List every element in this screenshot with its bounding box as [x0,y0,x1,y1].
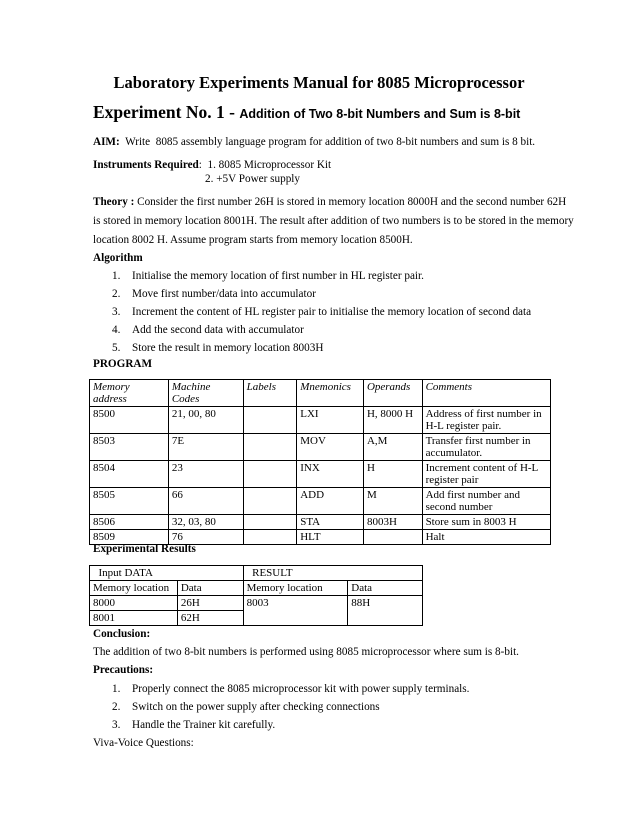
cell [363,530,422,545]
algorithm-step [112,306,531,318]
cell: A,M [363,434,422,461]
algorithm-step [112,270,424,282]
cell: 62H [177,611,243,626]
cell: 8000 [90,596,178,611]
input-data-label: Input DATA [90,566,178,581]
item-text: Handle the Trainer kit carefully. [132,719,276,731]
step-text: Move first number/data into accumulator [132,288,316,300]
cell [243,530,297,545]
conclusion-text: The addition of two 8-bit numbers is performed using 8085 microprocessor where sum is 8-bit. [93,646,519,658]
experiment-heading [93,102,520,123]
cell: 8509 [90,530,169,545]
step-text: Store the result in memory location 8003H [132,342,324,354]
table-row [90,515,551,530]
precaution-item [112,683,469,695]
cell: 88H [348,596,423,626]
theory-line-2: is stored in memory location 8001H. The result after addition of two numbers is to be stored in the memory [93,215,574,227]
cell: H [363,461,422,488]
cell: H, 8000 H [363,407,422,434]
cell: HLT [297,530,364,545]
header-cell: Mnemonics [297,380,364,407]
cell [243,515,297,530]
step-text: Increment the content of HL register pair to initialise the memory location of second data [132,306,532,318]
cell: LXI [297,407,364,434]
cell: STA [297,515,364,530]
viva-heading: Viva-Voice Questions: [93,737,194,749]
cell: 32, 03, 80 [168,515,243,530]
cell: ADD [297,488,364,515]
theory-text-1: Consider the first number 26H is stored in memory location 8000H and the second number 62H [134,196,567,208]
algorithm-heading: Algorithm [93,252,143,264]
cell: 23 [168,461,243,488]
theory-line-1 [93,196,566,208]
step-text: Initialise the memory location of first number in HL register pair. [132,270,424,282]
header-cell: Memory location [90,581,178,596]
table-row [90,461,551,488]
precaution-item [112,719,275,731]
cell: 8500 [90,407,169,434]
cell [243,434,297,461]
header-cell: Operands [363,380,422,407]
cell: 8503 [90,434,169,461]
cell: M [363,488,422,515]
algorithm-step [112,324,304,336]
item-number: 3. [112,719,121,731]
instruments-line [93,159,331,171]
cell [243,407,297,434]
cell: MOV [297,434,364,461]
cell: 8003H [363,515,422,530]
cell: Halt [422,530,550,545]
experiment-name: Addition of Two 8-bit Numbers and Sum is 8-bit [239,107,521,121]
experiment-number: Experiment No. 1 - [93,102,240,122]
table-header-row [90,380,551,407]
precaution-item [112,701,380,713]
results-table [89,565,423,626]
cell: 8504 [90,461,169,488]
cell: 7E [168,434,243,461]
results-heading: Experimental Results [93,543,196,555]
cell: 8506 [90,515,169,530]
cell: Address of first number in H-L register pair. [422,407,550,434]
item-number: 1. [112,683,121,695]
step-number: 1. [112,270,121,282]
cell: Transfer first number in accumulator. [422,434,550,461]
table-row [90,596,423,611]
cell: 8001 [90,611,178,626]
item-text: Switch on the power supply after checking connections [132,701,380,713]
program-table [89,379,551,545]
cell: 26H [177,596,243,611]
header-cell: Memory location [243,581,348,596]
cell: 8003 [243,596,348,626]
cell: 8505 [90,488,169,515]
table-header-row [90,581,423,596]
item-text: Properly connect the 8085 microprocessor kit with power supply terminals. [132,683,470,695]
step-text: Add the second data with accumulator [132,324,304,336]
cell: INX [297,461,364,488]
algorithm-step [112,288,316,300]
instrument-item-2: 2. +5V Power supply [205,173,300,185]
step-number: 2. [112,288,121,300]
table-row [90,434,551,461]
cell: Store sum in 8003 H [422,515,550,530]
header-cell: Machine Codes [168,380,243,407]
results-group-row [90,566,423,581]
precautions-heading: Precautions: [93,664,154,676]
aim-label: AIM: [93,136,120,148]
item-number: 2. [112,701,121,713]
program-heading: PROGRAM [93,358,153,370]
table-row [90,488,551,515]
cell: Add first number and second number [422,488,550,515]
header-cell: Comments [422,380,550,407]
cell [243,461,297,488]
algorithm-step [112,342,323,354]
header-cell: Data [177,581,243,596]
table-row [90,407,551,434]
conclusion-heading: Conclusion: [93,628,151,640]
step-number: 4. [112,324,121,336]
aim-line [93,136,535,148]
cell: 21, 00, 80 [168,407,243,434]
step-number: 5. [112,342,121,354]
header-cell: Labels [243,380,297,407]
header-cell: Data [348,581,423,596]
page-title: Laboratory Experiments Manual for 8085 Microprocessor [113,73,525,92]
instruments-label: Instruments Required [93,159,199,171]
step-number: 3. [112,306,121,318]
cell: Increment content of H-L register pair [422,461,550,488]
header-cell: Memory address [90,380,169,407]
theory-line-3: location 8002 H. Assume program starts from memory location 8500H. [93,234,413,246]
cell: 76 [168,530,243,545]
cell [243,488,297,515]
aim-text: Write 8085 assembly language program for addition of two 8-bit numbers and sum is 8 bit. [119,136,536,148]
instrument-item-1: : 1. 8085 Microprocessor Kit [198,159,332,171]
cell: 66 [168,488,243,515]
result-label: RESULT [243,566,348,581]
theory-label: Theory : [93,196,135,208]
